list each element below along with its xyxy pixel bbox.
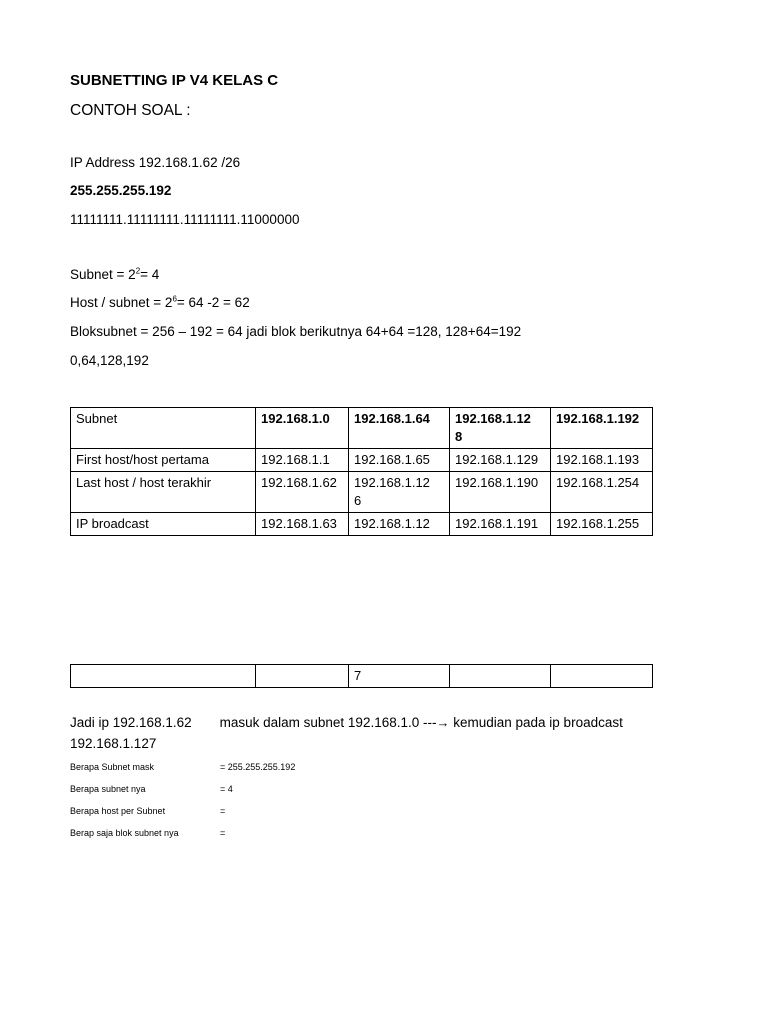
page-subtitle: CONTOH SOAL : bbox=[70, 102, 191, 119]
conclusion-broadcast-label: kemudian pada ip broadcast bbox=[449, 715, 623, 730]
subnet-formula-prefix: Subnet = 2 bbox=[70, 267, 136, 282]
table-cell: 192.168.1.63 bbox=[256, 513, 349, 536]
table-cell: 7 bbox=[349, 665, 450, 688]
host-formula-suffix: = 64 -2 = 62 bbox=[176, 295, 250, 310]
table-cell: 192.168.1.191 bbox=[450, 513, 551, 536]
table-header-cell: Subnet bbox=[71, 408, 256, 449]
subnet-table bbox=[70, 407, 653, 536]
host-formula-exponent: 6 bbox=[172, 294, 177, 304]
table-cell bbox=[71, 665, 256, 688]
table-cell: IP broadcast bbox=[71, 513, 256, 536]
qa-answer: = 255.255.255.192 bbox=[220, 762, 296, 772]
arrow-right-icon: → bbox=[436, 715, 450, 730]
subnet-formula-suffix: = 4 bbox=[140, 267, 160, 282]
subnet-formula-exponent: 2 bbox=[135, 266, 141, 276]
conclusion-line-1 bbox=[70, 712, 623, 733]
table-cell: 192.168.1.12 6 bbox=[349, 472, 450, 513]
table-cell: First host/host pertama bbox=[71, 449, 256, 472]
ip-address-line: IP Address 192.168.1.62 /26 bbox=[70, 155, 241, 170]
table-cell bbox=[551, 665, 653, 688]
conclusion-subnet: masuk dalam subnet 192.168.1.0 --- bbox=[219, 715, 437, 730]
table-cell: 192.168.1.129 bbox=[450, 449, 551, 472]
table-header-cell: 192.168.1.64 bbox=[349, 408, 450, 449]
table-row bbox=[71, 665, 653, 688]
qa-question: Berapa subnet nya bbox=[70, 784, 146, 794]
conclusion bbox=[70, 712, 623, 754]
host-formula bbox=[70, 295, 250, 310]
table-row bbox=[71, 513, 653, 536]
qa-answer: = 4 bbox=[220, 784, 233, 794]
table-cell: 192.168.1.1 bbox=[256, 449, 349, 472]
host-formula-prefix: Host / subnet = 2 bbox=[70, 295, 173, 310]
table-cell: Last host / host terakhir bbox=[71, 472, 256, 513]
conclusion-line-2: 192.168.1.127 bbox=[70, 736, 157, 751]
qa-answer: = bbox=[220, 828, 226, 838]
page-title: SUBNETTING IP V4 KELAS C bbox=[70, 72, 279, 89]
table-cell: 192.168.1.254 bbox=[551, 472, 653, 513]
table-cell: 192.168.1.65 bbox=[349, 449, 450, 472]
qa-answer: = bbox=[220, 806, 226, 816]
block-formula: Bloksubnet = 256 – 192 = 64 jadi blok berikutnya 64+64 =128, 128+64=192 bbox=[70, 324, 522, 339]
table-header-cell: 192.168.1.0 bbox=[256, 408, 349, 449]
netmask-line: 255.255.255.192 bbox=[70, 183, 172, 198]
table-cell bbox=[450, 665, 551, 688]
table-cell: 192.168.1.255 bbox=[551, 513, 653, 536]
table-cell: 192.168.1.193 bbox=[551, 449, 653, 472]
table-header-row bbox=[71, 408, 653, 449]
table-header-cell: 192.168.1.192 bbox=[551, 408, 653, 449]
subnet-formula bbox=[70, 267, 159, 282]
table-cell: 192.168.1.62 bbox=[256, 472, 349, 513]
table-cell bbox=[256, 665, 349, 688]
conclusion-ip: Jadi ip 192.168.1.62 bbox=[70, 715, 192, 730]
table-header-cell: 192.168.1.12 8 bbox=[450, 408, 551, 449]
table-cell: 192.168.1.190 bbox=[450, 472, 551, 513]
qa-question: Berapa host per Subnet bbox=[70, 806, 166, 816]
table-row bbox=[71, 449, 653, 472]
block-list: 0,64,128,192 bbox=[70, 353, 149, 368]
binary-mask-line: 11111111.11111111.11111111.11000000 bbox=[70, 212, 300, 227]
qa-question: Berap saja blok subnet nya bbox=[70, 828, 179, 838]
blank-table bbox=[70, 664, 653, 688]
qa-question: Berapa Subnet mask bbox=[70, 762, 155, 772]
table-row bbox=[71, 472, 653, 513]
table-cell: 192.168.1.12 bbox=[349, 513, 450, 536]
